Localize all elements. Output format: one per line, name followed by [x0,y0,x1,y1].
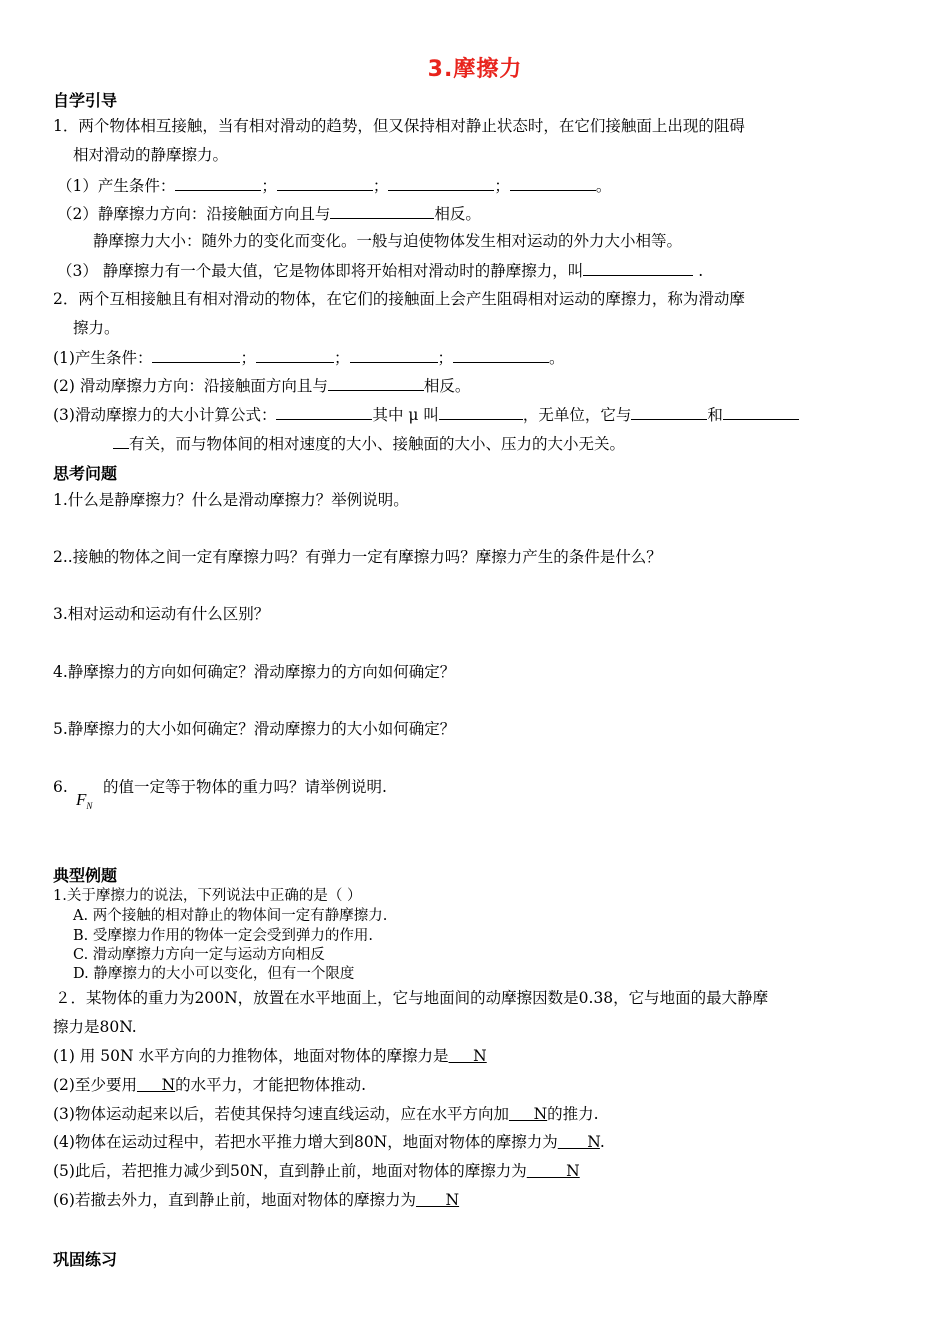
answer-blank[interactable]: N [526,1162,580,1180]
answer-blank[interactable] [350,347,438,363]
section-heading-questions: 思考问题 [53,464,118,483]
sliding-friction-formula-line-2: 有关，而与物体间的相对速度的大小、接触面的大小、压力的大小无关。 [113,433,625,454]
answer-blank[interactable]: N [508,1105,548,1123]
sliding-friction-conditions: (1)产生条件： ； ； ； 。 [53,349,565,367]
answer-blank[interactable] [388,175,494,191]
example-1: 1.关于摩擦力的说法，下列说法中正确的是（ ） [53,888,362,904]
answer-blank[interactable] [256,347,334,363]
answer-blank[interactable] [510,175,596,191]
answer-blank[interactable]: N [136,1076,176,1094]
answer-blank[interactable] [723,404,799,420]
paragraph-2-line-1: 2．两个互相接触且有相对滑动的物体，在它们的接触面上会产生阻碍相对运动的摩擦力，称为滑动摩 [53,290,745,308]
answer-blank[interactable]: N [557,1133,600,1151]
answer-blank[interactable] [328,375,424,391]
section-heading-practice: 巩固练习 [53,1250,118,1269]
question-2: 2..接触的物体之间一定有摩擦力吗？有弹力一定有摩擦力吗？摩擦力产生的条件是什么？ [53,548,662,566]
static-friction-conditions: （1）产生条件： ； ； ； 。 [57,177,612,195]
answer-blank[interactable] [583,260,693,276]
question-6: 6. [53,778,68,796]
example-2-line-2: 擦力是80N. [53,1018,137,1036]
static-friction-direction: （2）静摩擦力方向：沿接触面方向且与 相反。 [57,205,481,223]
answer-blank[interactable] [453,347,549,363]
question-3: 3.相对运动和运动有什么区别？ [53,605,270,623]
sliding-friction-formula: (3)滑动摩擦力的大小计算公式： 其中 μ 叫 ，无单位，它与 和 [53,404,799,425]
static-friction-magnitude: 静摩擦力大小：随外力的变化而变化。一般与迫使物体发生相对运动的外力大小相等。 [93,232,683,250]
paragraph-2-line-2: 擦力。 [73,319,120,337]
answer-blank[interactable]: N [448,1047,487,1065]
sub-question-6: (6)若撤去外力，直到静止前，地面对物体的摩擦力为 N [53,1191,460,1209]
option-a: A. 两个接触的相对静止的物体间一定有静摩擦力. [73,908,388,924]
max-static-friction: （3） 静摩擦力有一个最大值，它是物体即将开始相对滑动时的静摩擦力，叫 . [57,262,704,280]
section-heading-examples: 典型例题 [53,866,118,885]
page-title: 3.摩擦力 [427,57,523,82]
sub-question-3: (3)物体运动起来以后，若使其保持匀速直线运动，应在水平方向加 N的推力. [53,1105,599,1123]
option-d: D. 静摩擦力的大小可以变化，但有一个限度 [73,966,355,982]
paragraph-1-line-1: 1．两个物体相互接触，当有相对滑动的趋势，但又保持相对静止状态时，在它们接触面上出现的阻碍 [53,117,745,135]
answer-blank[interactable] [152,347,240,363]
sub-question-5: (5)此后，若把推力减少到50N，直到静止前，地面对物体的摩擦力为 N [53,1162,580,1180]
section-heading-self-study: 自学引导 [53,91,118,110]
answer-blank[interactable] [113,433,129,449]
answer-blank[interactable] [175,175,261,191]
example-2-line-1: ２．某物体的重力为200N，放置在水平地面上，它与地面间的动摩擦因数是0.38，它与地面的最大静摩 [55,989,769,1007]
answer-blank[interactable] [277,175,373,191]
sub-question-1: (1) 用 50N 水平方向的力推物体，地面对物体的摩擦力是 N [53,1047,487,1065]
normal-force-symbol: $F_N$ [76,790,93,812]
question-5: 5.静摩擦力的大小如何确定？滑动摩擦力的大小如何确定？ [53,720,456,738]
answer-blank[interactable]: N [415,1191,460,1209]
answer-blank[interactable] [631,404,707,420]
option-b: B. 受摩擦力作用的物体一定会受到弹力的作用. [73,928,373,944]
sliding-friction-direction: (2) 滑动摩擦力方向：沿接触面方向且与 相反。 [53,377,471,395]
answer-blank[interactable] [330,203,434,219]
sub-question-4: (4)物体在运动过程中，若把水平推力增大到80N，地面对物体的摩擦力为 N. [53,1133,605,1151]
sub-question-2: (2)至少要用 N的水平力，才能把物体推动. [53,1076,367,1094]
question-6-text: 的值一定等于物体的重力吗？请举例说明. [103,778,387,796]
question-1: 1.什么是静摩擦力？什么是滑动摩擦力？举例说明。 [53,491,409,509]
option-c: C. 滑动摩擦力方向一定与运动方向相反 [73,947,325,963]
paragraph-1-line-2: 相对滑动的静摩擦力。 [73,146,229,164]
question-4: 4.静摩擦力的方向如何确定？滑动摩擦力的方向如何确定？ [53,663,456,681]
answer-blank[interactable] [439,404,523,420]
answer-blank[interactable] [276,404,372,420]
